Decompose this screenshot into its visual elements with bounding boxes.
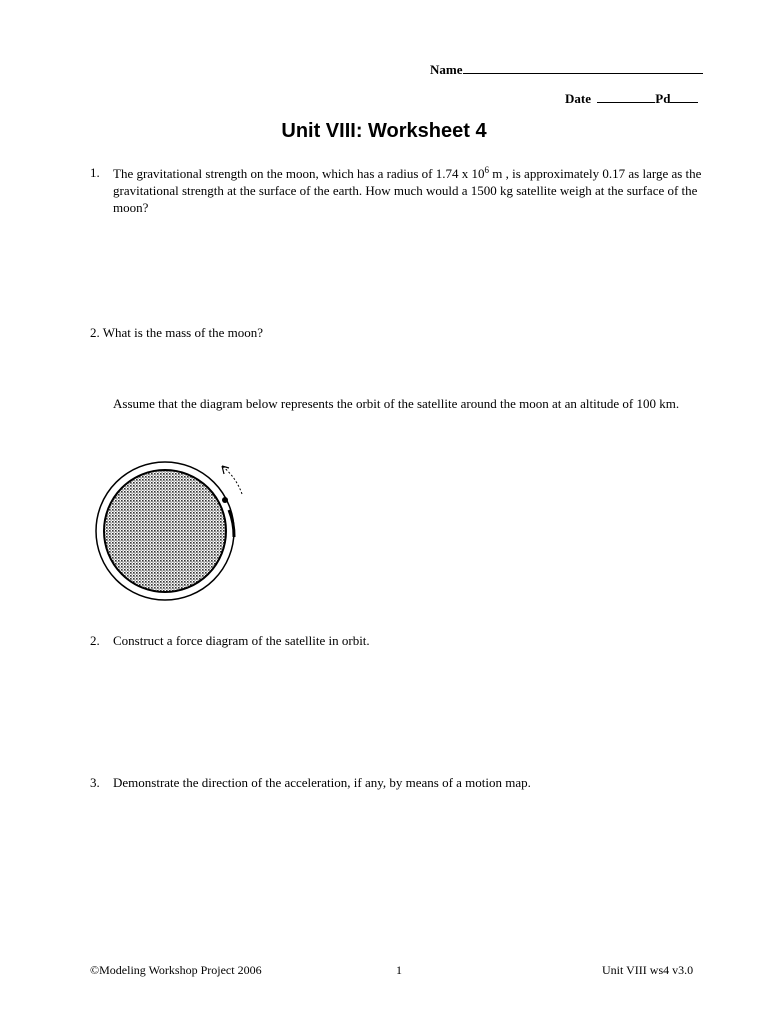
question-1-text-part2: m , is approximately 0.17 as large as the gravitational strength at the surface of the earth. How much would a 1500 kg satellite weigh at the surface of the moon? bbox=[113, 166, 702, 215]
question-4-text: Demonstrate the direction of the acceleration, if any, by means of a motion map. bbox=[113, 775, 531, 790]
question-3-text: Construct a force diagram of the satellite in orbit. bbox=[113, 633, 370, 648]
question-1-number: 1. bbox=[90, 165, 100, 180]
question-1-text-part1: The gravitational strength on the moon, which has a radius of 1.74 x 10 bbox=[113, 166, 485, 181]
date-label: Date bbox=[565, 91, 591, 106]
page-title: Unit VIII: Worksheet 4 bbox=[281, 120, 487, 142]
question-2-number: 2. bbox=[90, 325, 100, 340]
pd-line[interactable] bbox=[670, 102, 698, 103]
pd-label: Pd bbox=[655, 91, 671, 106]
orbit-thick-segment bbox=[229, 510, 234, 537]
footer-version: Unit VIII ws4 v3.0 bbox=[602, 963, 694, 977]
date-line[interactable] bbox=[597, 102, 655, 103]
question-2-body: What is the mass of the moon? bbox=[102, 325, 264, 340]
footer-copyright: ©Modeling Workshop Project 2006 bbox=[90, 963, 262, 977]
date-pd-field bbox=[565, 91, 698, 107]
question-1-text bbox=[113, 165, 713, 216]
question-4-number: 3. bbox=[90, 775, 100, 790]
satellite-dot bbox=[222, 497, 228, 503]
assumption-paragraph: Assume that the diagram below represents the orbit of the satellite around the moon at an altitude of 100 km. bbox=[113, 396, 680, 411]
name-field bbox=[430, 62, 703, 78]
question-3-number: 2. bbox=[90, 633, 100, 648]
moon-shape bbox=[104, 470, 226, 592]
question-2-text bbox=[90, 325, 263, 341]
velocity-arrow-shaft bbox=[222, 466, 242, 494]
footer-page-number: 1 bbox=[396, 963, 402, 977]
name-line[interactable] bbox=[463, 73, 703, 74]
question-1-exponent: 6 bbox=[484, 165, 490, 175]
orbit-diagram bbox=[88, 455, 258, 610]
name-label: Name bbox=[430, 62, 463, 77]
